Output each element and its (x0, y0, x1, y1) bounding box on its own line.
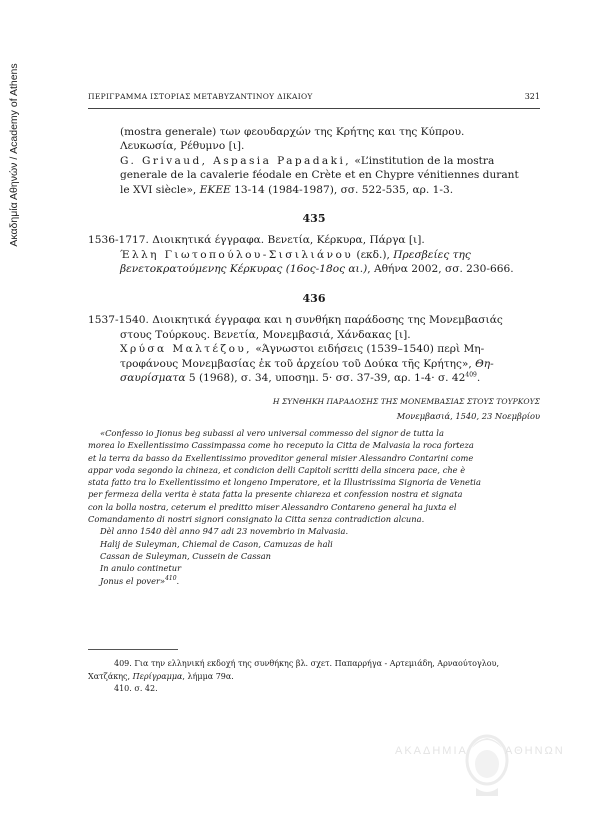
journal-name: ΕΚΕΕ (199, 184, 231, 196)
entry-435-line-2 (120, 248, 540, 262)
document-heading: Η ΣΥΝΘΗΚΗ ΠΑΡΑΔΟΣΗΣ ΤΗΣ ΜΟΝΕΜΒΑΣΙΑΣ ΣΤΟΥΣ ΤΟΥΡΚΟΥΣ (272, 397, 540, 406)
footnote-ref-409[interactable]: 409 (465, 371, 477, 379)
document-place-date: Μονεμβασιά, 1540, 23 Νοεμβρίου (396, 411, 540, 421)
running-header (88, 92, 540, 106)
document-line: Cassan de Suleyman, Cussein de Cassan (100, 550, 272, 561)
line-text: Χατζάκης, (88, 671, 133, 681)
document-last-line (88, 575, 548, 587)
document-line: Halij de Suleyman, Chiemal de Cason, Camuzas de hali (100, 538, 333, 549)
entry-435-line-3 (120, 262, 540, 276)
continuation-line-5 (120, 183, 540, 197)
line-text: (εκδ.), (353, 249, 394, 261)
entry-436-line-2: στους Τούρκους. Βενετία, Μονεμβασιά, Χάνδακας [ι]. (120, 329, 411, 341)
continuation-line-4: generale de la cavalerie féodale en Crète et en Chypre vénitiennes durant (120, 169, 519, 181)
entry-436-line-3 (120, 342, 540, 356)
line-text: «Άγνωστοι ειδήσεις (1539–1540) περὶ Μη- (251, 343, 485, 355)
line-text: 5 (1968), σ. 34, υποσημ. 5· σσ. 37-39, αρ. 1-4· σ. 42 (185, 372, 466, 384)
line-text: , λήμμα 79α. (182, 671, 234, 681)
footnote-line: 409. Για την ελληνική εκδοχή της συνθήκης βλ. σχετ. Παπαρρήγα - Αρτεμιάδη, Αρναούτογλου, (114, 659, 500, 668)
footnote-409 (88, 658, 540, 696)
line-text: 13-14 (1984-1987), σσ. 522-535, αρ. 1-3. (230, 184, 454, 196)
entry-number-435: 435 (302, 212, 326, 225)
author-maltezou: Χρύσα Μαλτέζου, (120, 343, 252, 355)
document-body (88, 427, 548, 587)
watermark-left: ΑΚΑΔΗΜΙΑ (395, 745, 468, 757)
academy-seal-icon (458, 730, 516, 800)
continuation-line-1: (mostra generale) των φεουδαρχών της Κρήτης και της Κύπρου. (120, 126, 465, 138)
entry-435-line-1: 1536-1717. Διοικητικά έγγραφα. Βενετία, Κέρκυρα, Πάργα [ι]. (88, 234, 425, 246)
document-line: In anulo continetur (100, 563, 182, 574)
document-line: Comandamento di nostri signori consignato la Citta senza contradiction alcuna. (88, 514, 425, 525)
entry-number-436: 436 (302, 292, 326, 305)
book-title: βενετοκρατούμενης Κέρκυρας (16ος-18ος αι.) (120, 263, 368, 275)
book-title: Περίγραμμα (132, 671, 183, 681)
footnote-rule (88, 649, 178, 650)
author-giotopoulou: Έλλη Γιωτοπούλου-Σισιλιάνου (120, 249, 354, 261)
title-text: «L’institution de la mostra (351, 155, 495, 167)
footnote-line (88, 671, 540, 684)
entry-436-line-4 (120, 357, 540, 371)
archive-sidebar (8, 40, 28, 270)
line-text: . (476, 372, 481, 384)
author-grivaud: G. Grivaud, Aspasia Papadaki, (120, 155, 352, 167)
document-line: Dèl anno 1540 dèl anno 947 adi 23 novembrio in Malvasia. (100, 526, 349, 537)
document-line: per fermeza della verita è stata fatta la presente chiareza et confession nostra et signata (88, 489, 463, 500)
entry-436-line-5 (120, 371, 540, 385)
line-text: le XVI siècle», (120, 184, 200, 196)
document-line: appar voda segondo la chineza, et condicion delli Capitoli scritti della sincera pace, che è (88, 464, 466, 475)
line-text: Jonus el pover» (100, 575, 166, 586)
line-text: τροφάνους Μονεμβασίας ἐκ τοῦ ἀρχείου τοῦ Δούκα τῆς Κρήτης», (120, 358, 476, 370)
book-title: Πρεσβείες της (393, 249, 471, 261)
footnote-410: 410. σ. 42. (114, 684, 158, 693)
watermark-right: ΑΘΗΝΩΝ (505, 745, 565, 757)
page-number: 321 (524, 92, 540, 101)
line-text: . (176, 575, 180, 586)
journal-name: σαυρίσματα (120, 372, 186, 384)
continuation-line-3 (120, 154, 540, 168)
archive-label: Ακαδημία Αθηνών / Academy of Athens (8, 63, 20, 247)
document-line: morea lo Exellentissimo Cassimpassa come ho receputo la Citta de Malvasia la roca forteza (88, 440, 474, 451)
journal-name: Θη- (475, 358, 494, 370)
header-rule (88, 108, 540, 109)
entry-436-line-1: 1537-1540. Διοικητικά έγγραφα και η συνθήκη παράδοσης της Μονεμβασιάς (88, 314, 503, 326)
footnote-ref-410[interactable]: 410 (165, 574, 177, 582)
document-line: stata fatto tra lo Exellentissimo et longeno Imperatore, et la Illustrissima Signoria de Venetia (88, 477, 481, 488)
document-line: et la terra da basso da Exellentissimo proveditor general misier Alessandro Contarini come (88, 452, 474, 463)
document-line: «Confesso io Jionus beg subassi al vero universal commesso del signor de tutta la (100, 428, 444, 438)
continuation-line-2: Λευκωσία, Ρέθυμνο [ι]. (120, 140, 245, 152)
running-title: ΠΕΡΙΓΡΑΜΜΑ ΙΣΤΟΡΙΑΣ ΜΕΤΑΒΥΖΑΝΤΙΝΟΥ ΔΙΚΑΙΟΥ (88, 92, 313, 101)
document-line: con la bolla nostra, ceterum el preditto miser Alessandro Contareno general ha juxta el (88, 501, 457, 512)
line-text: , Αθήνα 2002, σσ. 230-666. (367, 263, 514, 275)
